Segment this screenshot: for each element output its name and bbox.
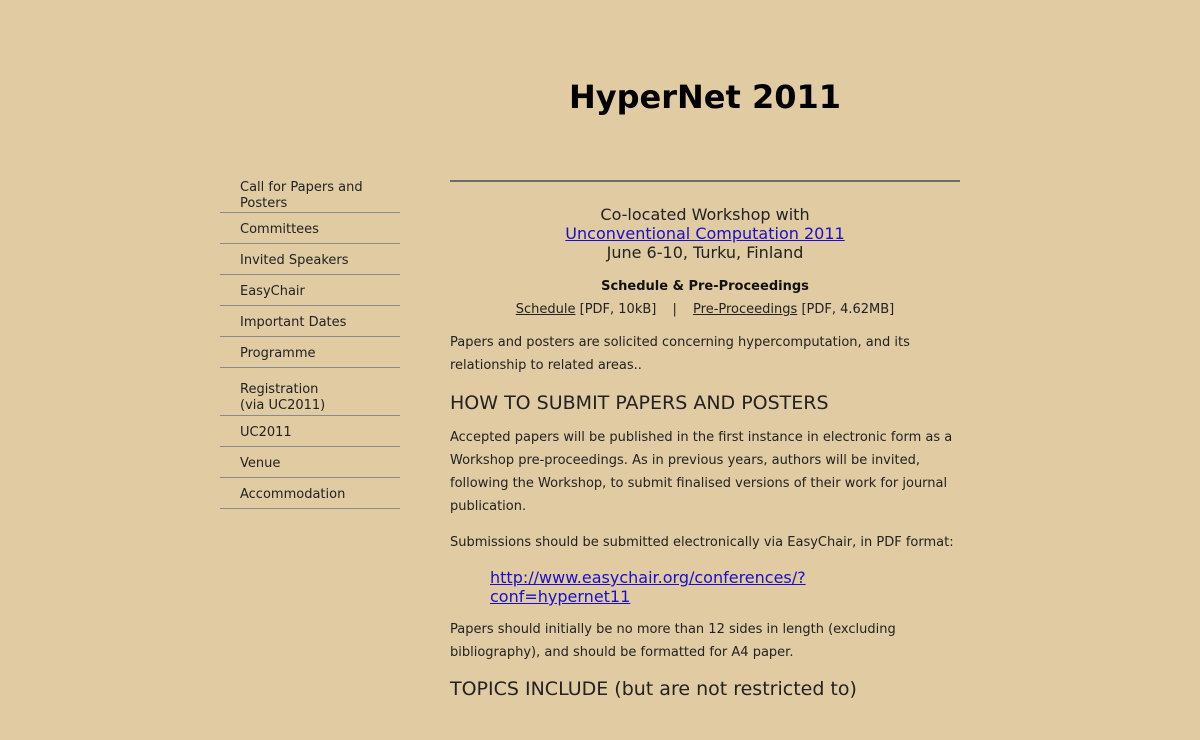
sidebar-item-label: Important Dates — [240, 315, 347, 330]
easychair-url-line-2: conf=hypernet11 — [490, 587, 631, 606]
colocated-text: Co-located Workshop with — [600, 205, 810, 224]
schedule-link[interactable]: Schedule — [515, 302, 576, 317]
sidebar-item-label: EasyChair — [240, 284, 305, 299]
submit-paragraph-2: Submissions should be submitted electronically via EasyChair, in PDF format: — [450, 535, 954, 550]
main-content — [450, 180, 960, 700]
sidebar-item-uc2011[interactable] — [220, 417, 400, 447]
sidebar-item-label: UC2011 — [240, 425, 292, 440]
submit-paragraph-1: Accepted papers will be published in the first instance in electronic form as a Workshop pre-proceedings. As in previous years, authors will be invited, following the Workshop, to submit finalised versions of their work for journal publication. — [450, 430, 953, 514]
sidebar-item-registration[interactable] — [220, 369, 400, 416]
colocated-notice — [450, 205, 960, 262]
preproceedings-link[interactable]: Pre-Proceedings — [693, 302, 798, 317]
sidebar-item-easychair[interactable] — [220, 276, 400, 306]
divider — [450, 180, 960, 182]
preproceedings-file-info: [PDF, 4.62MB] — [801, 302, 895, 317]
easychair-url-link[interactable] — [490, 568, 806, 606]
submit-paragraph-3: Papers should initially be no more than 12 sides in length (excluding bibliography), and should be formatted for A4 paper. — [450, 622, 896, 660]
sidebar-item-accommodation[interactable] — [220, 479, 400, 509]
event-dates: June 6-10, Turku, Finland — [606, 243, 804, 262]
sidebar-item-label: Posters — [240, 196, 288, 211]
sidebar-item-venue[interactable] — [220, 448, 400, 478]
site-title: HyperNet 2011 — [568, 78, 841, 116]
sidebar-item-label: Programme — [240, 346, 316, 361]
sidebar-item-label: Accommodation — [240, 487, 346, 502]
easychair-url-line-1: http://www.easychair.org/conferences/? — [490, 568, 806, 587]
link-separator: | — [672, 302, 677, 317]
sidebar-item-label: Committees — [240, 222, 319, 237]
schedule-heading: Schedule & Pre-Proceedings — [601, 279, 809, 294]
sidebar-item-important-dates[interactable] — [220, 307, 400, 337]
sidebar-item-programme[interactable] — [220, 338, 400, 368]
topics-heading: TOPICS INCLUDE (but are not restricted to) — [450, 678, 857, 700]
sidebar-item-committees[interactable] — [220, 214, 400, 244]
sidebar-item-call-for-papers[interactable] — [220, 179, 400, 213]
schedule-file-info: [PDF, 10kB] — [579, 302, 657, 317]
sidebar-item-label: Invited Speakers — [240, 253, 349, 268]
sidebar-item-label: Call for Papers and — [240, 180, 363, 195]
intro-paragraph: Papers and posters are solicited concerning hypercomputation, and its relationship to related areas.. — [450, 335, 910, 373]
sidebar-item-label: (via UC2011) — [240, 398, 326, 413]
schedule-links — [450, 302, 960, 317]
sidebar-nav — [220, 179, 400, 509]
easychair-link-block — [490, 568, 960, 606]
sidebar-item-label: Venue — [240, 456, 281, 471]
uc2011-link[interactable]: Unconventional Computation 2011 — [565, 224, 845, 243]
sidebar-item-label: Registration — [240, 382, 319, 397]
sidebar-item-invited-speakers[interactable] — [220, 245, 400, 275]
submit-heading: HOW TO SUBMIT PAPERS AND POSTERS — [450, 392, 829, 414]
